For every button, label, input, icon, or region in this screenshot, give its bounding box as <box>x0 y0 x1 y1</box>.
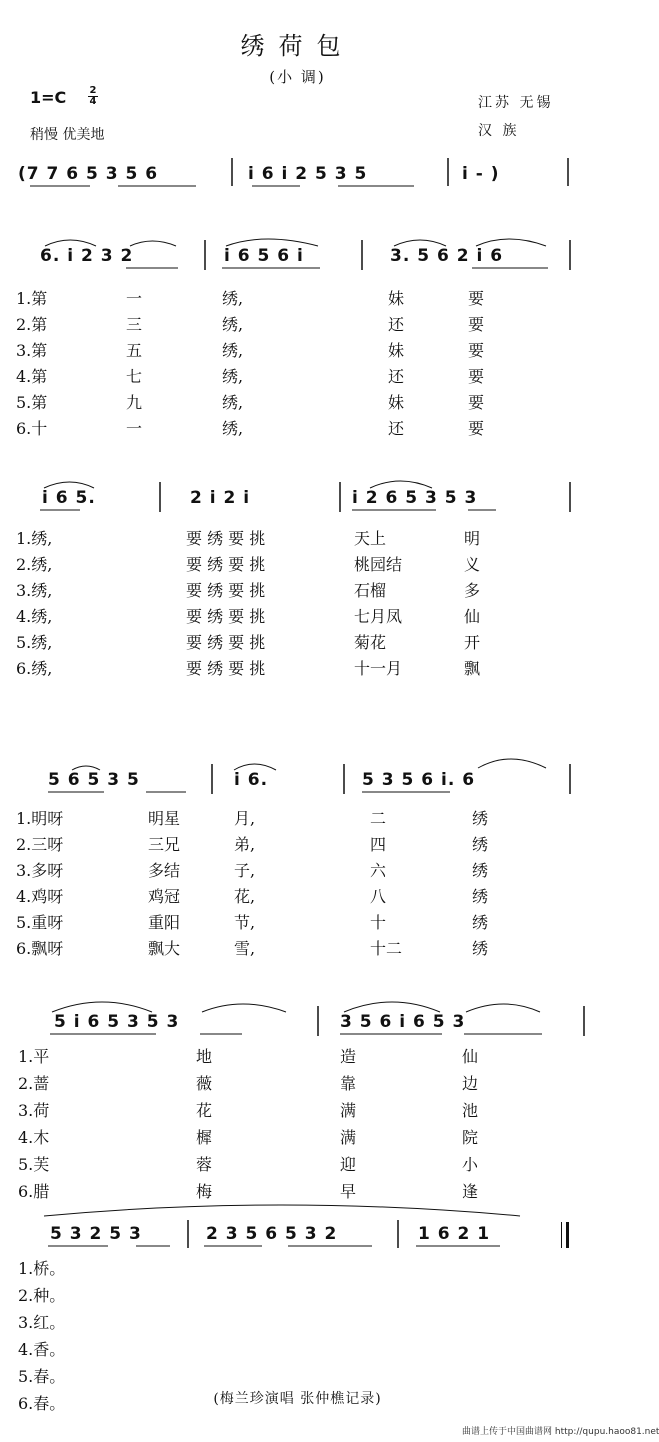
line-1-measure-3: 3. 5 6 2 i 6 <box>390 246 504 266</box>
lyric-row: 6.十 一 绣, 还 要 <box>16 419 485 438</box>
lyric-row: 6.腊 梅 早 逢 <box>18 1182 479 1201</box>
time-signature-bottom: 4 <box>89 96 97 107</box>
line-4-measure-1: 5 i 6 5 3 5 3 <box>54 1012 180 1032</box>
lyric-row: 1.第 一 绣, 妹 要 <box>16 289 485 308</box>
line-5-measure-1: 5 3 2 5 3 <box>50 1224 142 1244</box>
staff-line-2 <box>0 480 595 520</box>
lyric-row: 6.绣, 要 绣 要 挑 十一月 飘 <box>16 659 481 678</box>
lyric-row: 4.木 樨 满 院 <box>18 1128 479 1147</box>
lyric-row: 6.飘呀 飘大 雪, 十二 绣 <box>16 939 489 958</box>
staff-line-4 <box>0 1004 595 1044</box>
lyric-row: 2.绣, 要 绣 要 挑 桃园结 义 <box>16 555 481 574</box>
line-2-measure-2: 2 i 2 i <box>190 488 251 508</box>
lyric-row: 3.第 五 绣, 妹 要 <box>16 341 485 360</box>
time-signature-top: 2 <box>89 85 97 96</box>
lyric-row: 4.第 七 绣, 还 要 <box>16 367 485 386</box>
lyric-row: 1.桥。 <box>18 1259 66 1278</box>
final-barline-thick <box>566 1222 569 1248</box>
lyric-row: 4.香。 <box>18 1340 66 1359</box>
lyric-row: 5.绣, 要 绣 要 挑 菊花 开 <box>16 633 481 652</box>
line-1-measure-1: 6. i 2 3 2 <box>40 246 134 266</box>
intro-staff <box>0 156 595 196</box>
lyric-row: 2.三呀 三兄 弟, 四 绣 <box>16 835 489 854</box>
lyric-row: 4.绣, 要 绣 要 挑 七月凤 仙 <box>16 607 481 626</box>
key-signature: 1=C <box>30 88 67 107</box>
lyric-row: 5.芙 蓉 迎 小 <box>18 1155 479 1174</box>
intro-measure-3: i - ) <box>462 164 500 184</box>
lyric-row: 3.绣, 要 绣 要 挑 石榴 多 <box>16 581 481 600</box>
watermark: 曲谱上传于中国曲谱网 http://qupu.haoo81.net <box>462 1427 659 1437</box>
lyric-row: 5.第 九 绣, 妹 要 <box>16 393 485 412</box>
lyric-row: 2.蔷 薇 靠 边 <box>18 1074 479 1093</box>
line-4-measure-2: 3 5 6 i 6 5 3 <box>340 1012 466 1032</box>
final-barline-thin <box>561 1222 562 1248</box>
lyric-row: 3.荷 花 满 池 <box>18 1101 479 1120</box>
intro-measure-1: (7 7 6 5 3 5 6 <box>18 164 159 184</box>
lyric-row: 3.多呀 多结 子, 六 绣 <box>16 861 489 880</box>
song-title: 绣荷包 <box>240 32 355 60</box>
line-5-measure-3: 1 6 2 1 <box>418 1224 491 1244</box>
lyric-row: 5.重呀 重阳 节, 十 绣 <box>16 913 489 932</box>
lyric-row: 6.春。 <box>18 1394 66 1413</box>
lyric-row: 1.平 地 造 仙 <box>18 1047 479 1066</box>
line-3-measure-1: 5 6 5 3 5 <box>48 770 140 790</box>
lyric-row: 2.种。 <box>18 1286 66 1305</box>
intro-measure-2: i 6 i 2 5 3 5 <box>248 164 368 184</box>
lyric-row: 1.绣, 要 绣 要 挑 天上 明 <box>16 529 481 548</box>
time-signature <box>88 86 98 107</box>
lyric-row: 3.红。 <box>18 1313 66 1332</box>
staff-line-1 <box>0 238 595 278</box>
lyric-row: 5.春。 <box>18 1367 66 1386</box>
tempo-marking: 稍慢 优美地 <box>30 127 105 143</box>
line-1-measure-2: i 6 5 6 i <box>224 246 304 266</box>
staff-line-5 <box>0 1214 595 1254</box>
line-2-measure-1: i 6 5. <box>42 488 96 508</box>
staff-line-3 <box>0 762 595 802</box>
line-3-measure-2: i 6. <box>234 770 269 790</box>
line-2-measure-3: i 2 6 5 3 5 3 <box>352 488 478 508</box>
song-genre: (小 调) <box>269 68 326 86</box>
origin-people: 汉 族 <box>478 123 520 139</box>
performer-credit: (梅兰珍演唱 张仲樵记录) <box>213 1391 382 1407</box>
lyric-row: 4.鸡呀 鸡冠 花, 八 绣 <box>16 887 489 906</box>
line-3-measure-3: 5 3 5 6 i. 6 <box>362 770 476 790</box>
lyric-row: 2.第 三 绣, 还 要 <box>16 315 485 334</box>
origin-place: 江苏 无锡 <box>478 95 554 111</box>
lyric-row: 1.明呀 明星 月, 二 绣 <box>16 809 489 828</box>
line-5-measure-2: 2 3 5 6 5 3 2 <box>206 1224 338 1244</box>
